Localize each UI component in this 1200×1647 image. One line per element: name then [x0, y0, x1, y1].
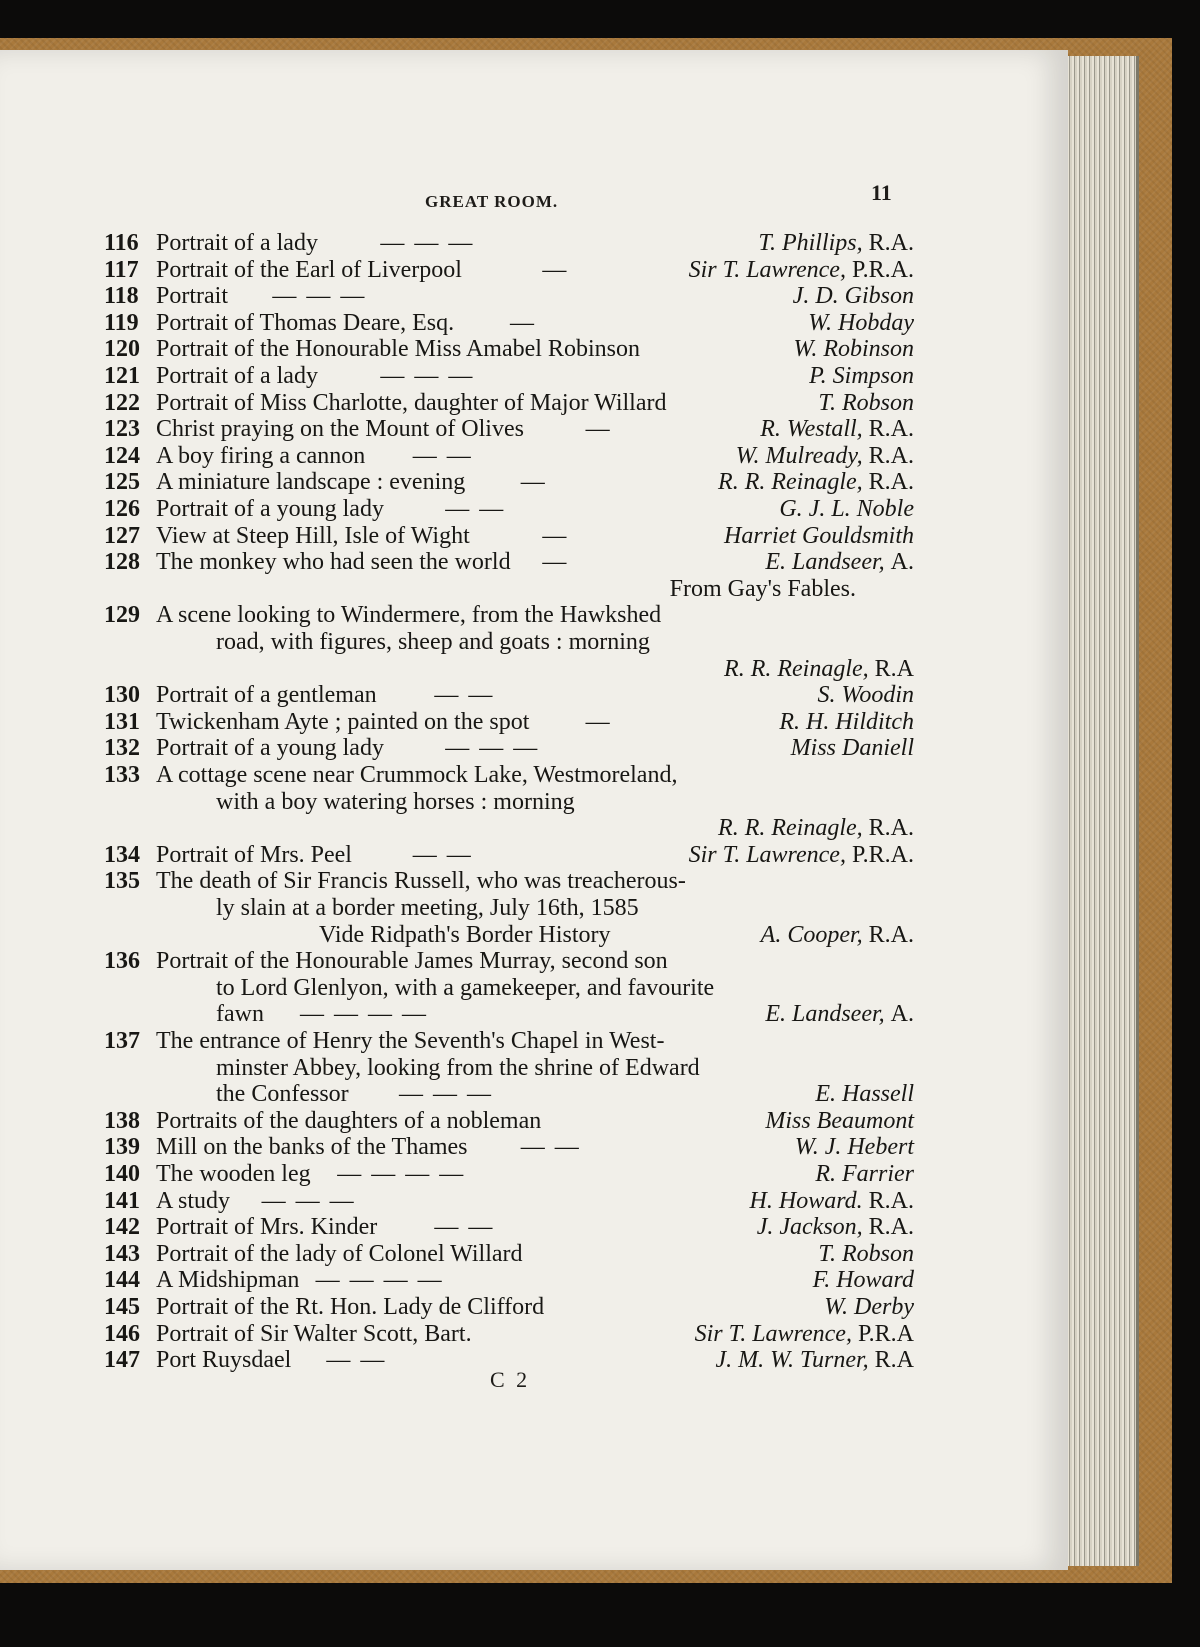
catalogue-entry-121: [104, 363, 914, 390]
entry-artist: Miss Daniell: [790, 735, 914, 762]
entry-number: 119: [104, 309, 139, 336]
entry-number: 145: [104, 1294, 140, 1320]
entry-number: 127: [104, 522, 140, 549]
artist-honours: R.A.: [868, 416, 914, 443]
catalogue-entry-117: [104, 257, 914, 284]
entry-title: Portrait of a gentleman: [156, 682, 377, 709]
catalogue-entry-141: [104, 1188, 914, 1215]
artist-honours: R.A.: [868, 1214, 914, 1241]
entry-artist: W. J. Hebert: [794, 1134, 914, 1161]
catalogue-entry-126: [104, 496, 914, 523]
entry-title: Christ praying on the Mount of Olives: [156, 416, 524, 443]
running-head: GREAT ROOM.: [425, 192, 559, 211]
entry-artist: E. Hassell: [815, 1081, 914, 1108]
leader-dashes: — — —: [399, 1081, 493, 1108]
artist-honours: R.A.: [868, 442, 914, 469]
leader-dashes: — — —: [272, 283, 367, 310]
entry-artist: Harriet Gouldsmith: [723, 522, 914, 549]
entry-artist: J. M. W. Turner, R.A: [715, 1347, 914, 1374]
entry-title: Portrait of Sir Walter Scott, Bart.: [156, 1320, 472, 1347]
entry-number: 133: [104, 762, 140, 788]
catalogue-entry-122: [104, 390, 914, 417]
catalogue-entry-132: [104, 735, 914, 762]
entry-title: Portrait of a lady: [156, 230, 318, 256]
entry-artist: W. Robinson: [793, 336, 914, 363]
entry-number: 147: [104, 1347, 140, 1374]
entry-artist: R. R. Reinagle, R.A: [724, 655, 914, 682]
entry-artist: S. Woodin: [817, 682, 914, 709]
entry-reference: Vide Ridpath's Border History: [319, 921, 611, 948]
entry-number: 135: [104, 868, 140, 895]
entry-title: Portrait of the lady of Colonel Willard: [156, 1240, 523, 1267]
catalogue-entry-118: [104, 283, 914, 310]
leader-dashes: — — — —: [300, 1001, 428, 1028]
catalogue-entry-133: [104, 762, 914, 842]
entry-artist: A. Cooper, R.A.: [760, 921, 914, 948]
catalogue-entry-119: [104, 310, 914, 337]
entry-title: Mill on the banks of the Thames: [156, 1134, 468, 1161]
artist-honours: R.A.: [868, 815, 914, 842]
entry-number: 129: [104, 602, 140, 629]
entry-number: 141: [104, 1187, 140, 1214]
artist-honours: R.A: [874, 655, 914, 682]
catalogue-entry-135: [104, 868, 914, 948]
artist-honours: R.A.: [868, 921, 914, 948]
catalogue-entry-142: [104, 1214, 914, 1241]
catalogue-entry-145: [104, 1294, 914, 1321]
entry-title: View at Steep Hill, Isle of Wight: [156, 522, 470, 549]
artist-honours: P.R.A.: [851, 256, 914, 283]
artist-honours: P.R.A: [857, 1320, 914, 1347]
catalogue-entry-130: [104, 682, 914, 709]
entry-title: The death of Sir Francis Russell, who was treacherous-: [156, 868, 686, 895]
artist-honours: P.R.A.: [851, 841, 914, 868]
entry-artist: W. Mulready, R.A.: [735, 442, 914, 469]
catalogue-entry-138: [104, 1108, 914, 1135]
catalogue-entry-120: [104, 336, 914, 363]
leader-dashes: — —: [520, 1134, 581, 1161]
leader-dashes: —: [585, 416, 612, 443]
entry-number: 146: [104, 1320, 140, 1347]
entry-title: Portrait of Miss Charlotte, daughter of Major Willard: [156, 389, 667, 416]
catalogue-entry-125: [104, 469, 914, 496]
entry-title: Port Ruysdael: [156, 1347, 292, 1374]
entry-title: A scene looking to Windermere, from the Hawkshed: [156, 602, 662, 629]
entry-title-continued: with a boy watering horses : morning: [216, 788, 575, 815]
entry-title: Portrait of the Honourable Miss Amabel Robinson: [156, 336, 640, 363]
catalogue-entry-144: [104, 1267, 914, 1294]
entry-title: Portrait: [156, 283, 228, 310]
catalogue-entry-143: [104, 1241, 914, 1268]
entry-title: Portrait of the Honourable James Murray, second son: [156, 948, 668, 975]
catalogue-entry-136: [104, 948, 914, 1028]
artist-honours: R.A.: [868, 230, 914, 256]
entry-title-continued: road, with figures, sheep and goats : morning: [216, 628, 650, 655]
entry-artist: J. Jackson, R.A.: [756, 1214, 914, 1241]
entry-title: A cottage scene near Crummock Lake, Westmoreland,: [156, 762, 678, 788]
entry-artist: R. H. Hilditch: [779, 708, 914, 735]
leader-dashes: — —: [412, 841, 473, 868]
entry-title-continued: the Confessor: [216, 1081, 349, 1108]
entry-title: Portrait of a young lady: [156, 496, 384, 522]
entry-title: Portraits of the daughters of a nobleman: [156, 1107, 542, 1134]
leader-dashes: — —: [326, 1347, 387, 1374]
catalogue-entry-124: [104, 443, 914, 470]
entry-title-continued: ly slain at a border meeting, July 16th, 1585: [216, 894, 639, 921]
entry-number: 126: [104, 496, 140, 522]
entry-number: 118: [104, 283, 139, 310]
artist-honours: R.A: [874, 1347, 914, 1374]
leader-dashes: —: [585, 708, 612, 735]
entry-artist: E. Landseer, A.: [765, 549, 914, 576]
leader-dashes: —: [542, 522, 569, 549]
entry-number: 130: [104, 682, 140, 709]
entry-number: 124: [104, 442, 140, 469]
leader-dashes: — — —: [380, 230, 475, 256]
entry-title-continued: fawn: [216, 1001, 264, 1028]
entry-artist: H. Howard. R.A.: [749, 1187, 914, 1214]
entry-title: The wooden leg: [156, 1161, 311, 1187]
artist-honours: A.: [890, 1001, 914, 1028]
entry-note: From Gay's Fables.: [669, 575, 856, 602]
artist-honours: R.A.: [868, 1187, 914, 1214]
entry-artist: R. R. Reinagle, R.A.: [718, 815, 914, 842]
entry-artist: J. D. Gibson: [792, 283, 914, 310]
entry-title: A miniature landscape : evening: [156, 469, 466, 496]
entry-number: 131: [104, 708, 140, 735]
entry-artist: R. Farrier: [815, 1161, 914, 1187]
entry-number: 123: [104, 416, 140, 443]
entry-number: 120: [104, 336, 140, 363]
entry-number: 125: [104, 469, 140, 496]
leader-dashes: — —: [434, 1214, 495, 1241]
leader-dashes: —: [510, 309, 536, 336]
catalogue-entry-134: [104, 842, 914, 869]
entry-number: 136: [104, 948, 140, 975]
catalogue-entry-127: [104, 523, 914, 550]
catalogue-entry-129: [104, 602, 914, 682]
leader-dashes: — — — —: [315, 1267, 444, 1294]
entry-number: 134: [104, 841, 140, 868]
entry-artist: R. R. Reinagle, R.A.: [718, 469, 914, 496]
entry-number: 138: [104, 1107, 140, 1134]
entry-title: Twickenham Ayte ; painted on the spot: [156, 708, 530, 735]
entry-title: The monkey who had seen the world: [156, 549, 511, 576]
entry-artist: W. Hobday: [808, 309, 914, 336]
leader-dashes: — — —: [261, 1187, 356, 1214]
entry-artist: W. Derby: [824, 1294, 914, 1320]
entry-artist: P. Simpson: [809, 363, 914, 389]
entry-artist: Sir T. Lawrence, P.R.A: [694, 1320, 914, 1347]
leader-dashes: — — — —: [337, 1161, 466, 1187]
catalogue-entry-146: [104, 1321, 914, 1348]
entry-artist: R. Westall, R.A.: [760, 416, 914, 443]
leader-dashes: —: [520, 469, 547, 496]
entry-number: 122: [104, 389, 140, 416]
entry-number: 142: [104, 1214, 140, 1241]
entry-artist: T. Phillips, R.A.: [758, 230, 914, 256]
entry-number: 128: [104, 549, 140, 576]
entry-artist: T. Robson: [818, 1240, 914, 1267]
entry-title: A Midshipman: [156, 1267, 300, 1294]
entry-artist: F. Howard: [812, 1267, 914, 1294]
entry-number: 140: [104, 1161, 140, 1187]
catalogue-entry-137: [104, 1028, 914, 1108]
entry-number: 132: [104, 735, 140, 762]
page-number: 11: [871, 180, 892, 205]
leader-dashes: — — —: [380, 363, 475, 389]
entry-title: Portrait of Thomas Deare, Esq.: [156, 309, 455, 336]
entry-title: A study: [156, 1187, 231, 1214]
entry-number: 137: [104, 1028, 140, 1054]
entry-artist: T. Robson: [818, 389, 914, 416]
entry-title: Portrait of a young lady: [156, 735, 384, 762]
entry-number: 143: [104, 1240, 140, 1267]
entry-artist: Miss Beaumont: [765, 1107, 914, 1134]
leader-dashes: —: [542, 256, 569, 283]
entry-artist: G. J. L. Noble: [779, 496, 914, 522]
leader-dashes: — —: [412, 442, 473, 469]
entry-title-continued: to Lord Glenlyon, with a gamekeeper, and favourite: [216, 974, 715, 1001]
catalogue-entry-140: [104, 1161, 914, 1188]
entry-number: 116: [104, 230, 139, 256]
catalogue-entry-128: [104, 549, 914, 602]
entry-number: 144: [104, 1267, 140, 1294]
entry-title: Portrait of Mrs. Peel: [156, 841, 352, 868]
catalogue-entry-116: [104, 230, 914, 257]
entry-title: The entrance of Henry the Seventh's Chapel in West-: [156, 1028, 665, 1054]
catalogue-entry-131: [104, 709, 914, 736]
entry-title: Portrait of a lady: [156, 363, 318, 389]
catalogue-entry-123: [104, 416, 914, 443]
leader-dashes: — —: [445, 496, 506, 522]
entry-title-continued: minster Abbey, looking from the shrine of Edward: [216, 1054, 700, 1081]
entry-title: Portrait of the Earl of Liverpool: [156, 256, 462, 283]
entry-title: Portrait of Mrs. Kinder: [156, 1214, 378, 1241]
catalogue-entry-139: [104, 1134, 914, 1161]
leader-dashes: — —: [434, 682, 495, 709]
leader-dashes: —: [542, 549, 569, 576]
entry-artist: E. Landseer, A.: [765, 1001, 914, 1028]
entry-artist: Sir T. Lawrence, P.R.A.: [688, 841, 914, 868]
leader-dashes: — — —: [445, 735, 540, 762]
entry-number: 117: [104, 256, 139, 283]
artist-honours: R.A.: [868, 469, 914, 496]
entry-title: A boy firing a cannon: [156, 442, 366, 469]
artist-honours: A.: [890, 549, 914, 576]
signature-mark: C 2: [490, 1367, 531, 1392]
entry-title: Portrait of the Rt. Hon. Lady de Clifford: [156, 1294, 545, 1320]
entry-number: 121: [104, 363, 140, 389]
entry-number: 139: [104, 1134, 140, 1161]
entry-artist: Sir T. Lawrence, P.R.A.: [688, 256, 914, 283]
